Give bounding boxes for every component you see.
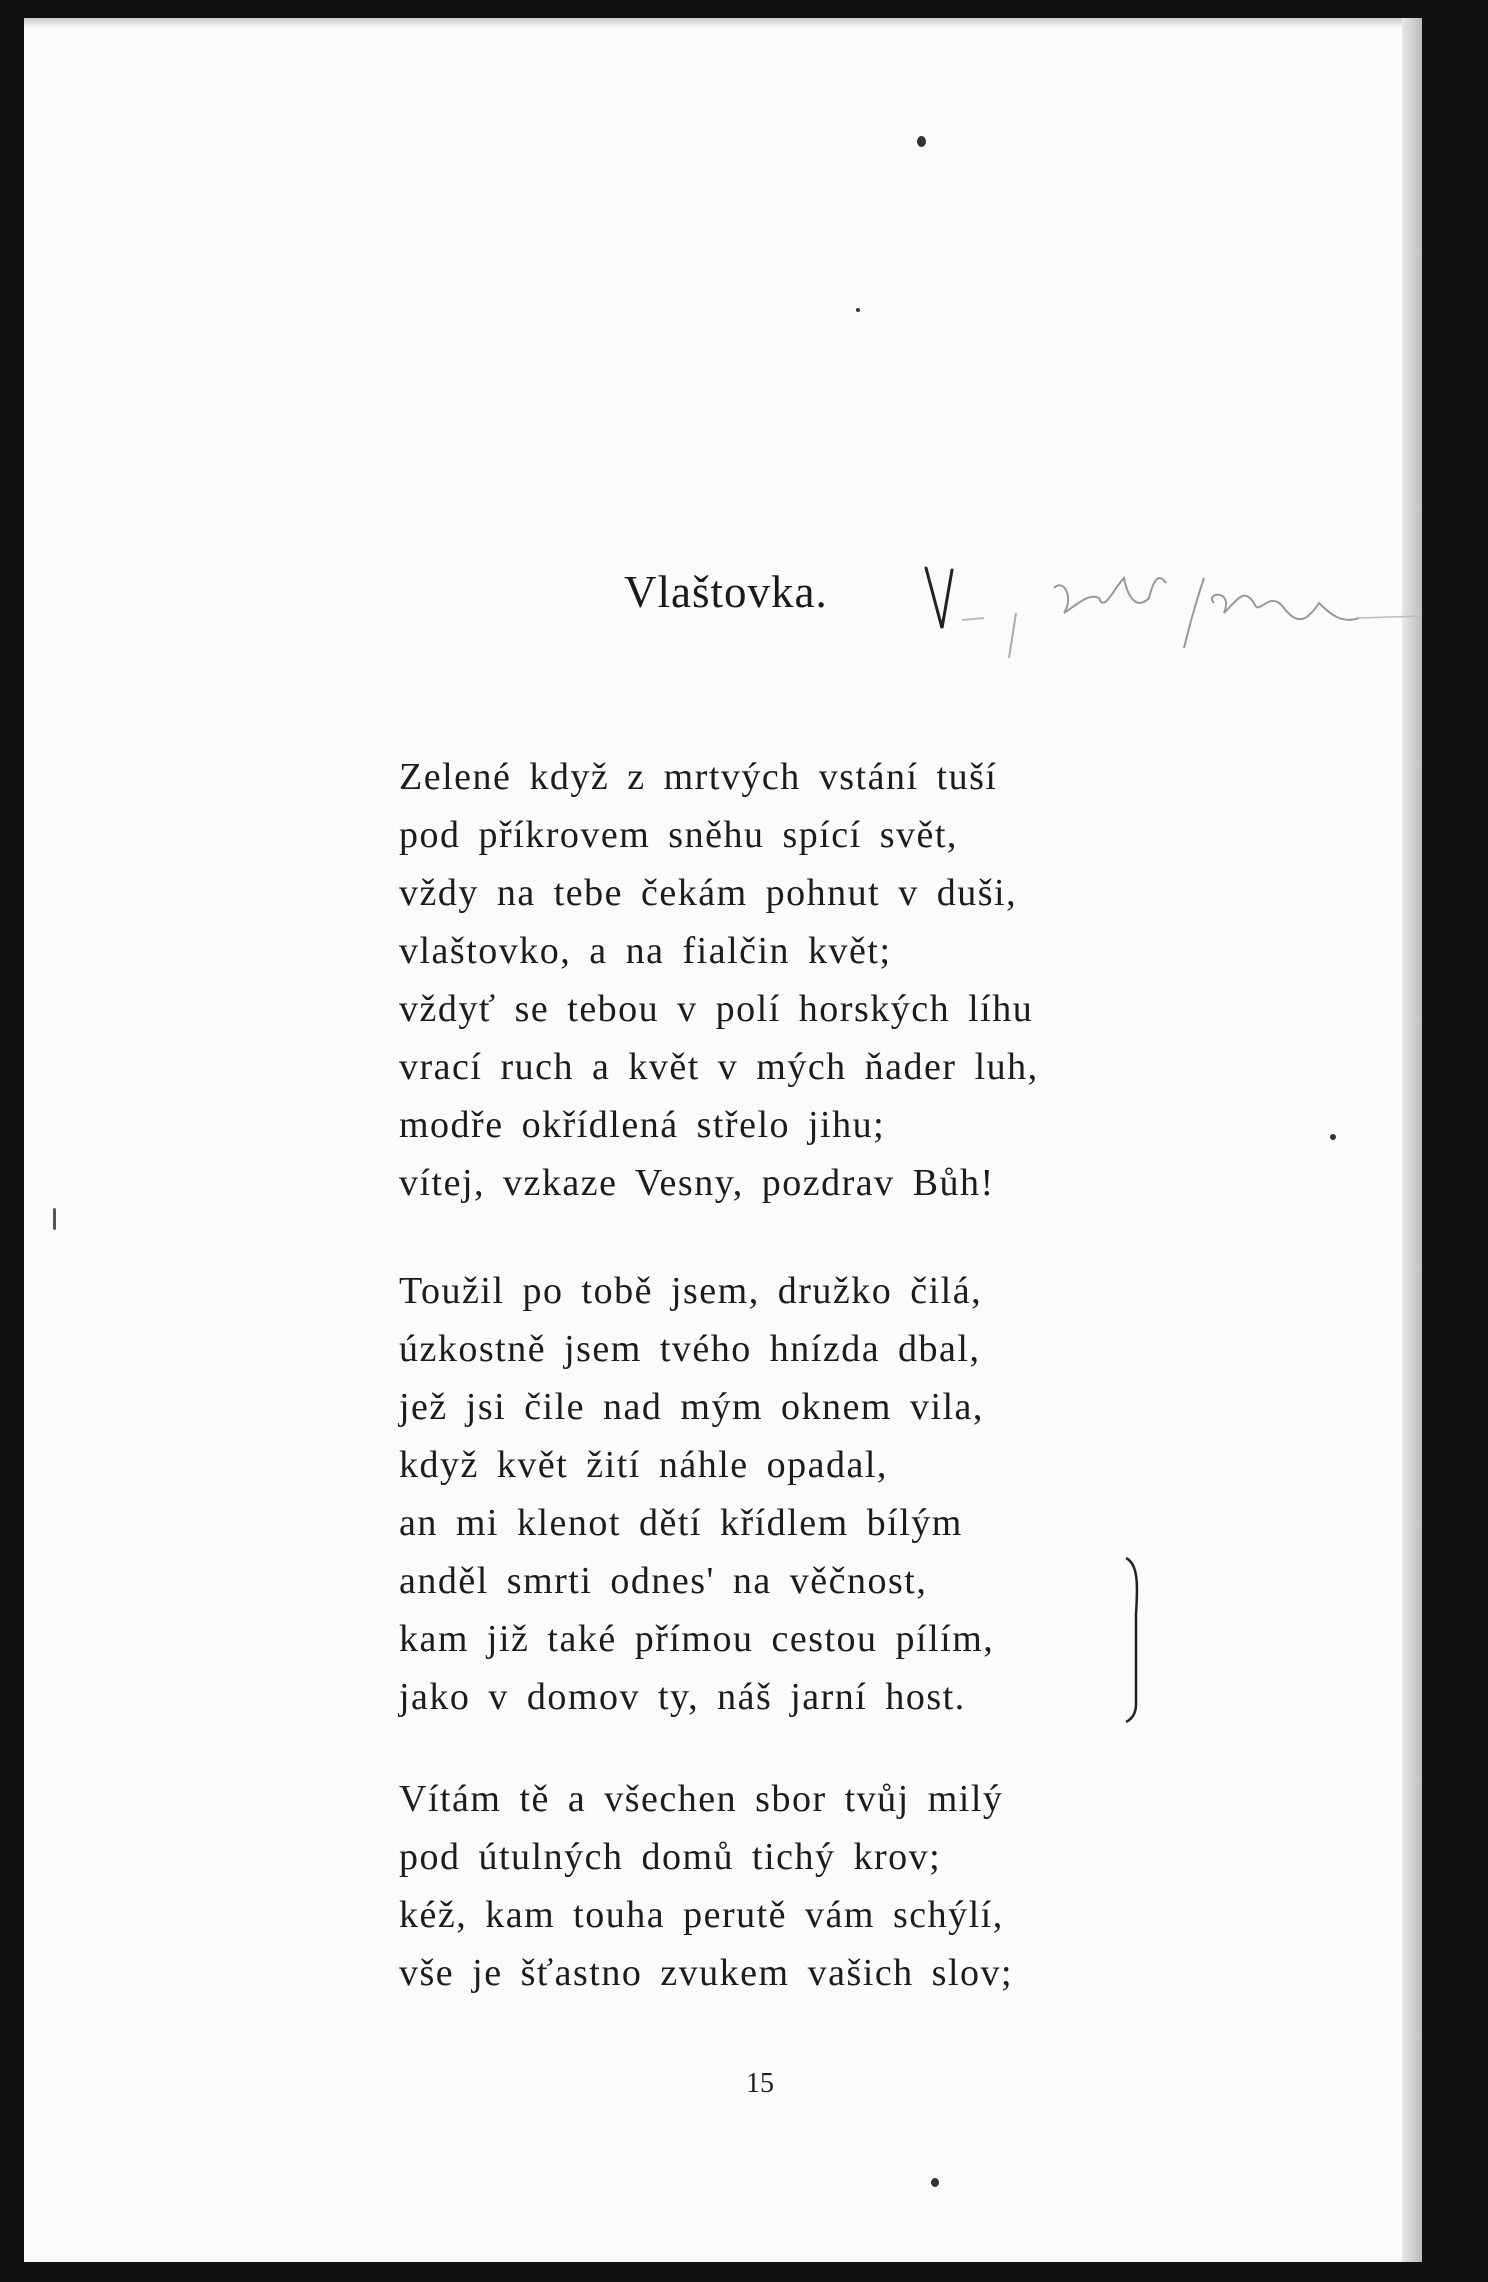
verse-line: kam již také přímou cestou pílím, [399,1618,995,1660]
poem-title: Vlaštovka. [624,567,828,617]
handwritten-annotation [904,558,1422,668]
verse-line: úzkostně jsem tvého hnízda dbal, [399,1328,981,1370]
verse-line: vítej, vzkaze Vesny, pozdrav Bůh! [399,1162,995,1204]
verse-line: Vítám tě a všechen sbor tvůj milý [399,1778,1004,1820]
ink-speck [53,1208,56,1230]
verse-line: kéž, kam touha perutě vám schýlí, [399,1894,1004,1936]
ink-speck [917,136,926,147]
verse-line: vše je šťastno zvukem vašich slov; [399,1952,1014,1994]
page-number: 15 [746,2068,774,2099]
verse-line: jako v domov ty, náš jarní host. [399,1676,966,1718]
stanza-2 [399,1262,994,1726]
verse-line: když květ žití náhle opadal, [399,1444,888,1486]
verse-line: pod útulných domů tichý krov; [399,1836,942,1878]
verse-line: an mi klenot dětí křídlem bílým [399,1502,963,1544]
book-page [24,18,1422,2262]
ink-speck [931,2178,939,2187]
stanza-3 [399,1770,1013,2002]
ink-speck [856,308,860,312]
verse-line: modře okřídlená střelo jihu; [399,1104,886,1146]
verse-line: Zelené když z mrtvých vstání tuší [399,756,998,798]
scan-edge-right [1402,18,1422,2262]
verse-line: vždyť se tebou v polí horských líhu [399,988,1034,1030]
verse-line: vždy na tebe čekám pohnut v duši, [399,872,1018,914]
margin-bracket-mark [1116,1554,1156,1724]
verse-line: vrací ruch a květ v mých ňader luh, [399,1046,1039,1088]
stanza-1 [399,748,1039,1212]
verse-line: jež jsi čile nad mým oknem vila, [399,1386,984,1428]
verse-line: pod příkrovem sněhu spící svět, [399,814,958,856]
verse-line: vlaštovko, a na fialčin květ; [399,930,892,972]
scan-edge-top [24,18,1422,28]
verse-line: anděl smrti odnes' na věčnost, [399,1560,928,1602]
verse-line: Toužil po tobě jsem, družko čilá, [399,1270,983,1312]
ink-speck [1330,1134,1336,1140]
